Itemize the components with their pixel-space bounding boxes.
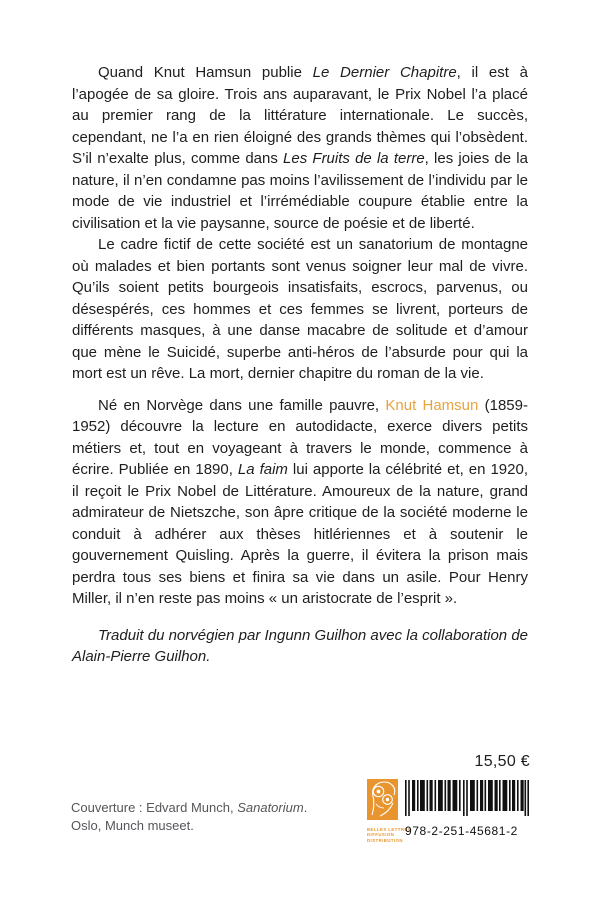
text-run: . (303, 800, 308, 815)
barcode-block (405, 780, 531, 838)
publisher-line-3: DISTRIBUTION (367, 837, 403, 843)
text-run: lui apporte la célébrité et, en 1920, il reçoit le Prix Nobel de Littérature. Amoureux de la nature, grand admirateur de Nietszche, son âpre critique de la société moderne le conduit à adhérer aux thèses hitlériennes et à soutenir le gouvernement Quisling. Après la guerre, il évitera la prison mais perdra tous ses biens et finira sa vie dans un asile. Pour Henry Miller, il n’en reste pas moins « un aristocrate de l’esprit ». (72, 461, 528, 607)
barcode-icon (405, 804, 529, 821)
book-title-le-dernier-chapitre: Le Dernier Chapitre (312, 64, 457, 81)
price-label: 15,50 € (474, 753, 530, 770)
book-title-la-faim: La faim (237, 461, 288, 478)
text-run: Né en Norvège dans une famille pauvre, (98, 396, 386, 414)
translator-note: Traduit du norvégien par Ingunn Guilhon avec la collaboration de Alain-Pierre Guilhon. (72, 626, 529, 665)
owl-logo-icon (367, 807, 398, 824)
text-run: , les joies de la nature, il n’en condamne pas moins l’avilissement de l’individu par le mode de vie industriel et l’irrémédiable coupure établie entre la civilisation et la vie paysanne, source de poésie et de liberté. (72, 150, 528, 232)
text-run: (1859-1952) découvre la lecture en autodidacte, exerce divers petits métiers et, tout en voyageant à travers le monde, commence à écrire. Publiée en 1890, (72, 396, 528, 478)
synopsis-text (72, 62, 528, 668)
text-run: Couverture : Edvard Munch, (71, 800, 238, 815)
artwork-title: Sanatorium (237, 800, 304, 815)
credits-line-1 (71, 799, 371, 817)
credits-line-2: Oslo, Munch museet. (71, 817, 194, 833)
paragraph-biography (72, 395, 528, 610)
publisher-line-1: BELLES LETTRES (367, 827, 412, 832)
paragraph-intro (72, 62, 528, 234)
text-run: , il est à l’apogée de sa gloire. Trois ans auparavant, le Prix Nobel l’a placé au premier rang de la littérature internationale. Le succès, cependant, ne l’a en rien éloigné des grands thèmes qui l’obsèdent. S’il n’exalte plus, comme dans (72, 64, 528, 167)
book-title-les-fruits-de-la-terre: Les Fruits de la terre (283, 150, 425, 167)
publisher-logo-block (367, 779, 412, 843)
publisher-name (367, 827, 412, 843)
paragraph-plot: Le cadre fictif de cette société est un sanatorium de montagne où malades et bien portants sont venus soigner leur mal de vivre. Qu’ils soient petits bourgeois insatisfaits, escrocs, parvenus, ou désespérés, ces hommes et ces femmes se livrent, porteurs de différents masques, à une danse macabre de solitude et d’amour que mène le Suicidé, superbe anti-héros de l’absurde pour qui la mort est un rêve. La mort, dernier chapitre du roman de la vie. (72, 236, 528, 382)
isbn-number: 978-2-251-45681-2 (405, 824, 518, 838)
text-run: Quand Knut Hamsun publie (98, 64, 313, 81)
publisher-line-2: DIFFUSION (367, 832, 395, 838)
cover-credits (71, 799, 371, 834)
author-name-highlight: Knut Hamsun (385, 396, 479, 414)
